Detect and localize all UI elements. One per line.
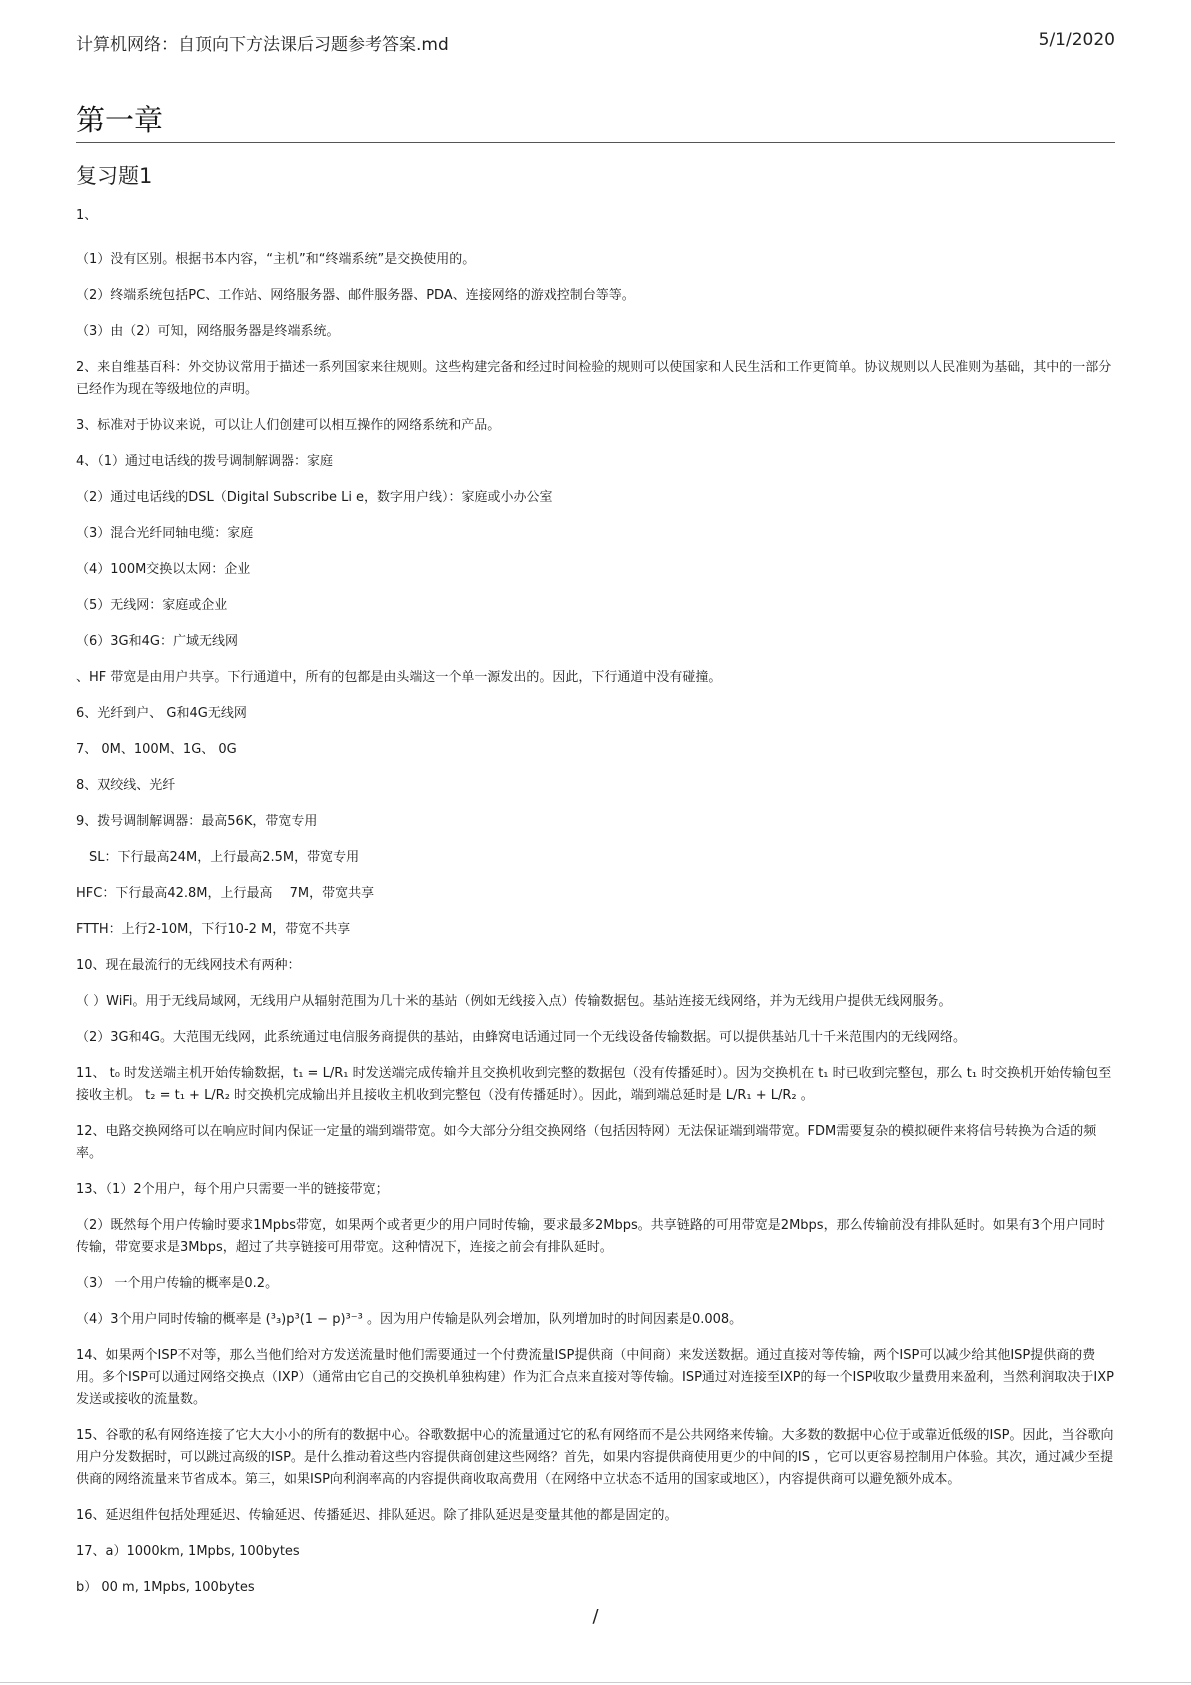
answer-line: SL：下行最高24M，上行最高2.5M，带宽专用 xyxy=(76,850,360,865)
page-header xyxy=(76,30,1115,58)
answer-line: 10、现在最流行的无线网技术有两种： xyxy=(76,958,301,973)
answer-line: 11、 t₀ 时发送端主机开始传输数据，t₁ = L/R₁ 时发送端完成传输并且交换机收到完整的数据包（没有传播延时）。因为交换机在 t₁ 时已收到完整包，那么 t₁ 时交换机开始传输包至接收主机。 t₂ = t₁ + L/R₂ 时交换机完成输出并且接收主机收到完整包（没有传播延时）。因此，端到端总延时是 L/R₁ + L/R₂ 。 xyxy=(76,1066,1112,1103)
answer-line: 2、来自维基百科：外交协议常用于描述一系列国家来往规则。这些构建完备和经过时间检验的规则可以使国家和人民生活和工作更简单。协议规则以人民准则为基础，其中的一部分已经作为现在等级地位的声明。 xyxy=(76,360,1112,397)
answer-line: （2）终端系统包括PC、工作站、网络服务器、邮件服务器、PDA、连接网络的游戏控制台等等。 xyxy=(76,288,635,303)
answer-line: （4）100M交换以太网：企业 xyxy=(76,562,251,577)
answer-line: （3）由（2）可知，网络服务器是终端系统。 xyxy=(76,324,340,339)
answer-line: FTTH：上行2-10M，下行10-2 M，带宽不共享 xyxy=(76,922,351,937)
answer-line: （1）没有区别。根据书本内容，“主机”和“终端系统”是交换使用的。 xyxy=(76,252,476,267)
answer-line: （2）3G和4G。大范围无线网，此系统通过电信服务商提供的基站，由蜂窝电话通过同一个无线设备传输数据。可以提供基站几十千米范围内的无线网络。 xyxy=(76,1030,966,1045)
page-bottom-edge xyxy=(0,1682,1191,1683)
answer-line: 6、光纤到户、 G和4G无线网 xyxy=(76,706,247,721)
document-title: 计算机网络：自顶向下方法课后习题参考答案.md xyxy=(76,35,449,55)
answer-line: 17、a）1000km, 1Mpbs, 100bytes xyxy=(76,1544,300,1559)
answer-line: 15、谷歌的私有网络连接了它大大小小的所有的数据中心。谷歌数据中心的流量通过它的私有网络而不是公共网络来传输。大多数的数据中心位于或靠近低级的ISP。因此，当谷歌向用户分发数据时，可以跳过高级的ISP。是什么推动着这些内容提供商创建这些网络？首先，如果内容提供商使用更少的中间的IS ，它可以更容易控制用户体验。其次，通过减少至提供商的网络流量来节省成本。第三，如果ISP向利润率高的内容提供商收取高费用（在网络中立状态不适用的国家或地区），内容提供商可以避免额外成本。 xyxy=(76,1428,1114,1487)
answer-line: 4、（1）通过电话线的拨号调制解调器：家庭 xyxy=(76,454,334,469)
page-number: / xyxy=(592,1606,599,1627)
answer-line: 8、双绞线、光纤 xyxy=(76,778,176,793)
answer-line: b） 00 m, 1Mpbs, 100bytes xyxy=(76,1580,255,1595)
answer-line: 1、 xyxy=(76,208,98,223)
answer-line: （4）3个用户同时传输的概率是 (³₃)p³(1 − p)³⁻³ 。因为用户传输是队列会增加，队列增加时的时间因素是0.008。 xyxy=(76,1312,743,1327)
answers-body xyxy=(76,205,1116,1613)
section-heading: 复习题1 xyxy=(76,164,153,188)
answer-line: 16、延迟组件包括处理延迟、传输延迟、传播延迟、排队延迟。除了排队延迟是变量其他的都是固定的。 xyxy=(76,1508,678,1523)
answer-line: 12、电路交换网络可以在响应时间内保证一定量的端到端带宽。如今大部分分组交换网络（包括因特网）无法保证端到端带宽。FDM需要复杂的模拟硬件来将信号转换为合适的频率。 xyxy=(76,1124,1097,1161)
answer-line: （5）无线网：家庭或企业 xyxy=(76,598,228,613)
answer-line: （2）通过电话线的DSL（Digital Subscribe Li e，数字用户线）：家庭或小办公室 xyxy=(76,490,553,505)
document-date: 5/1/2020 xyxy=(1038,30,1115,50)
answer-line: HFC：下行最高42.8M，上行最高 7M，带宽共享 xyxy=(76,886,375,901)
answer-line: （ ）WiFi。用于无线局域网，无线用户从辐射范围为几十米的基站（例如无线接入点）传输数据包。基站连接无线网络，并为无线用户提供无线网服务。 xyxy=(76,994,952,1009)
answer-line: 13、（1）2个用户，每个用户只需要一半的链接带宽； xyxy=(76,1182,389,1197)
chapter-heading: 第一章 xyxy=(76,103,164,137)
answer-line: 14、如果两个ISP不对等，那么当他们给对方发送流量时他们需要通过一个付费流量ISP提供商（中间商）来发送数据。通过直接对等传输，两个ISP可以减少给其他ISP提供商的费用。多个ISP可以通过网络交换点（IXP）（通常由它自己的交换机单独构建）作为汇合点来直接对等传输。ISP通过对连接至IXP的每一个ISP收取少量费用来盈利，当然利润取决于IXP发送或接收的流量数。 xyxy=(76,1348,1115,1407)
answer-line: 、HF 带宽是由用户共享。下行通道中，所有的包都是由头端这一个单一源发出的。因此，下行通道中没有碰撞。 xyxy=(76,670,722,685)
answer-line: （3）混合光纤同轴电缆：家庭 xyxy=(76,526,254,541)
answer-line: 3、标准对于协议来说，可以让人们创建可以相互操作的网络系统和产品。 xyxy=(76,418,501,433)
chapter-divider xyxy=(76,142,1115,143)
answer-line: （6）3G和4G：广域无线网 xyxy=(76,634,238,649)
answer-line: （2）既然每个用户传输时要求1Mpbs带宽，如果两个或者更少的用户同时传输，要求最多2Mbps。共享链路的可用带宽是2Mbps，那么传输前没有排队延时。如果有3个用户同时传输，带宽要求是3Mbps，超过了共享链接可用带宽。这种情况下，连接之前会有排队延时。 xyxy=(76,1218,1105,1255)
answer-line: （3） 一个用户传输的概率是0.2。 xyxy=(76,1276,279,1291)
answer-line: 7、 0M、100M、1G、 0G xyxy=(76,742,237,757)
answer-line: 9、拨号调制解调器：最高56K，带宽专用 xyxy=(76,814,318,829)
